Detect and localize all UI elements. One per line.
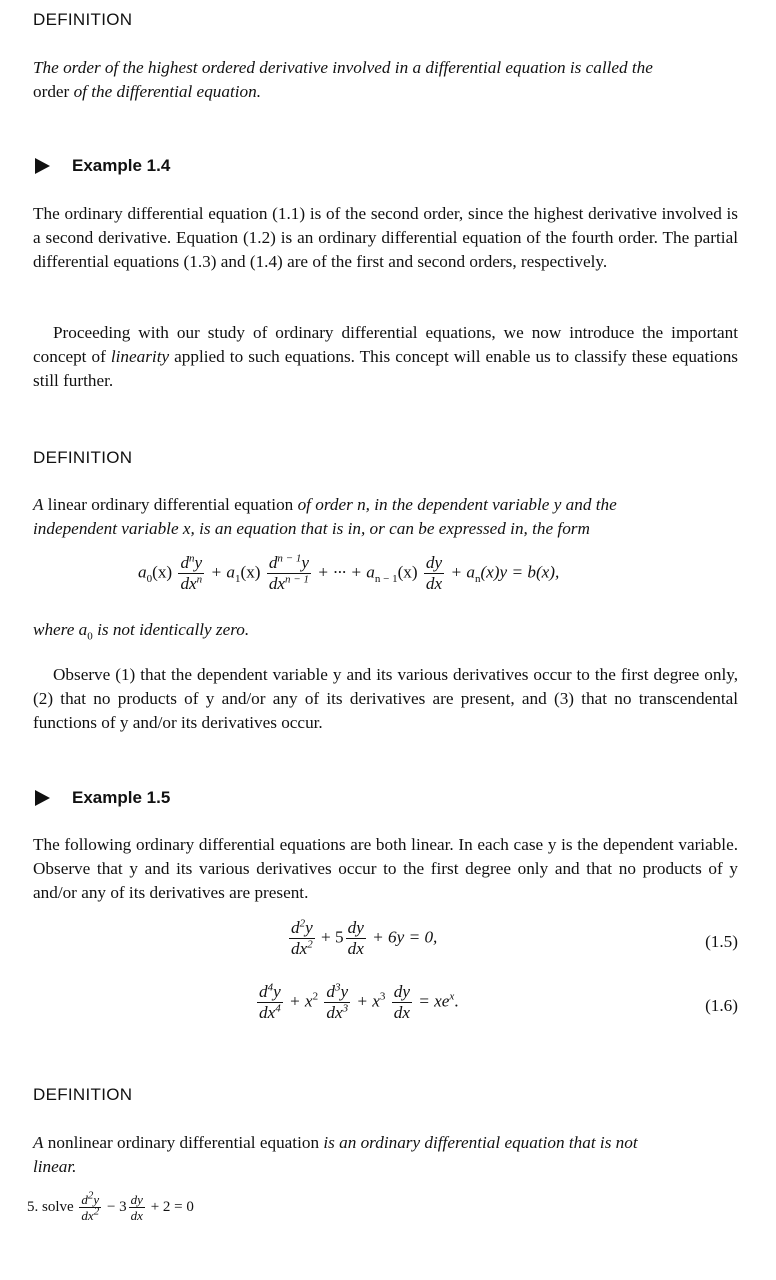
sub-0: 0 [87, 630, 93, 643]
den [178, 574, 204, 594]
dx: dx [180, 574, 197, 593]
definition-order-line1: The order of the highest ordered derivative involved in a differential equation is called the [33, 58, 653, 77]
den [257, 1003, 283, 1023]
def3-rest: is an ordinary differential equation that is not [323, 1133, 638, 1152]
plus-5: + 5 [316, 927, 344, 947]
example-1-4-label: Example 1.4 [72, 156, 171, 175]
den-dx: dx [347, 939, 364, 958]
num-dy: dy [425, 553, 443, 572]
den-dx: dx [425, 574, 443, 593]
fraction-dn1y-dxn1 [267, 553, 311, 594]
linearity-intro-part1: Proceeding with our study of ordinary differential equations, we now introduce the important concept of [33, 323, 738, 366]
rest: = xe [413, 991, 450, 1011]
coef-sub-0: 0 [146, 572, 153, 585]
sup-2: 2 [87, 1189, 94, 1202]
fraction-dy-dx [424, 553, 444, 594]
minus-3: − 3 [103, 1198, 127, 1215]
d: d [291, 918, 300, 937]
linearity-term: linearity [110, 347, 170, 366]
problem-5 [27, 1189, 194, 1223]
den-dx: dx [130, 1208, 143, 1223]
example-1-5-label: Example 1.5 [72, 788, 171, 807]
sup-n: n [196, 573, 203, 586]
triangle-bullet-icon [35, 790, 50, 806]
of-differential-equation: of the differential equation. [69, 82, 262, 101]
example-1-5-paragraph: The following ordinary differential equations are both linear. In each case y is the dependent variable. Observe that y and its various derivatives occur to the first degree only and that no products of y and/or any of its derivatives are present. [33, 835, 738, 902]
sub-n: n [474, 572, 481, 585]
observe-paragraph: Observe (1) that the dependent variable y and its various derivatives occur to the first degree only, (2) that no products of y and/or any of its derivatives are present, and (3) that no transcendental functions of y and/or its derivatives occur. [33, 665, 738, 732]
den-dx: dx [393, 1003, 410, 1022]
dx: dx [291, 939, 308, 958]
plus-x: + x [284, 991, 313, 1011]
where-clause [33, 618, 249, 642]
arg-x: (x) [152, 562, 173, 582]
definition-order-line2 [33, 80, 738, 104]
d: d [259, 982, 268, 1001]
sup-x: x [449, 990, 455, 1003]
definition-linear-text [33, 493, 738, 541]
equation-1-6 [255, 982, 459, 1023]
where-a: where a [33, 620, 88, 639]
sup-3: 3 [334, 981, 341, 994]
fraction-d2y-dx2 [79, 1189, 101, 1223]
rest: + 6y = 0, [367, 927, 438, 947]
period: . [454, 991, 459, 1011]
d: d [81, 1192, 88, 1207]
where-rest: is not identically zero. [92, 620, 250, 639]
definition-nonlinear-line1 [33, 1131, 738, 1155]
sup-2: 2 [299, 917, 306, 930]
sup-n-1: n − 1 [285, 573, 309, 586]
dx: dx [81, 1208, 94, 1223]
sup-2: 2 [307, 938, 313, 951]
sup-n-1: n − 1 [277, 552, 302, 565]
y: y [305, 918, 313, 937]
sup-3: 3 [342, 1002, 349, 1015]
definition-order-text [33, 56, 738, 104]
plus-a: + a [446, 562, 475, 582]
plus-x: + x [352, 991, 380, 1011]
arg-x: (x) [397, 562, 418, 582]
definition-heading-nonlinear: DEFINITION [33, 1085, 133, 1104]
fraction-dy-dx [346, 918, 366, 959]
sup-4: 4 [275, 1002, 281, 1015]
example-1-4-heading [35, 154, 170, 178]
order-word: order [33, 82, 70, 101]
fraction-dy-dx [392, 982, 412, 1023]
fraction-dy-dx [129, 1192, 145, 1223]
sup-3: 3 [379, 990, 386, 1003]
num-dy: dy [393, 982, 410, 1001]
sub-1: 1 [234, 572, 241, 585]
sup-4: 4 [267, 981, 274, 994]
linearity-intro-paragraph [33, 321, 738, 393]
equation-number-1-5: (1.5) [705, 932, 738, 951]
definition-linear-line2: independent variable x, is an equation that is in, or can be expressed in, the form [33, 519, 590, 538]
definition-nonlinear-text [33, 1131, 738, 1179]
sub-n-1: n − 1 [374, 572, 398, 585]
fraction-d4y-dx4 [257, 982, 283, 1023]
equation-1-5 [287, 918, 437, 959]
definition-heading: DEFINITION [33, 10, 133, 29]
num-dy: dy [130, 1192, 143, 1207]
y: y [194, 553, 203, 572]
num-dy: dy [347, 918, 364, 937]
coef-a: a [138, 562, 147, 582]
def3-a: A [33, 1133, 44, 1152]
def2-a: A [33, 495, 44, 514]
d: d [268, 553, 278, 572]
def2-linear-ode: linear ordinary differential equation [43, 495, 298, 514]
num [289, 918, 315, 939]
d: d [326, 982, 335, 1001]
plus-a: + a [206, 562, 235, 582]
linear-ode-general-form [138, 553, 559, 594]
dx: dx [326, 1003, 343, 1022]
y: y [340, 982, 349, 1001]
rhs: (x)y = b(x), [480, 562, 560, 582]
num [257, 982, 283, 1003]
y: y [273, 982, 281, 1001]
example-1-4-paragraph: The ordinary differential equation (1.1) is of the second order, since the highest derivative involved is a second derivative. Equation (1.2) is an ordinary differential equation of the fourth order. The partial differential equations (1.3) and (1.4) are of the first and second orders, respectively. [33, 204, 738, 271]
arg-x: (x) [240, 562, 261, 582]
def3-nonlinear-ode: nonlinear ordinary differential equation [43, 1133, 324, 1152]
definition-linear-line1 [33, 493, 738, 517]
d: d [180, 553, 190, 572]
num [324, 982, 350, 1003]
problem-label: 5. solve [27, 1198, 78, 1215]
sup-2: 2 [312, 990, 319, 1003]
dx: dx [259, 1003, 276, 1022]
sup-2: 2 [93, 1205, 100, 1218]
num [267, 553, 311, 574]
def2-of-order: of order n, in the dependent variable y and the [297, 495, 617, 514]
example-1-5-heading [35, 786, 170, 810]
dx: dx [268, 574, 286, 593]
fraction-d3y-dx3 [324, 982, 350, 1023]
dots-a: + ··· + a [312, 562, 375, 582]
den [79, 1205, 101, 1223]
definition-nonlinear-line2: linear. [33, 1157, 77, 1176]
den [289, 939, 315, 959]
fraction-d2y-dx2 [289, 918, 315, 959]
sup-n: n [189, 552, 195, 565]
y: y [93, 1192, 100, 1207]
den [324, 1003, 350, 1023]
y: y [301, 553, 309, 572]
rest: + 2 = 0 [146, 1198, 194, 1215]
equation-number-1-6: (1.6) [705, 996, 738, 1015]
triangle-bullet-icon [35, 158, 50, 174]
definition-heading-linear: DEFINITION [33, 448, 133, 467]
fraction-dny-dxn [178, 553, 204, 594]
linearity-intro-part2: applied to such equations. This concept will enable us to classify these equations still further. [33, 347, 738, 390]
num [178, 553, 204, 574]
den [267, 574, 311, 594]
